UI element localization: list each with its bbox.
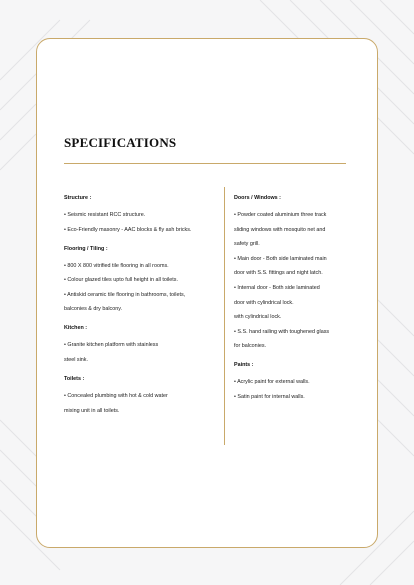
column-divider [224, 187, 225, 445]
spec-section [64, 325, 214, 364]
spec-line: • Internal door - Both side laminated [234, 284, 320, 291]
spec-line: steel sink. [64, 356, 88, 363]
spec-line: • 800 X 800 vitrified tile flooring in all rooms. [64, 262, 169, 269]
right-column [234, 195, 354, 413]
spec-line: • Granite kitchen platform with stainless [64, 342, 159, 349]
spec-line: • Colour glazed tiles upto full height in all toilets. [64, 277, 178, 284]
section-title: Kitchen : [64, 325, 88, 332]
spec-line: • Antiskid ceramic tile flooring in bathrooms, toilets, [64, 291, 186, 298]
spec-line: door with S.S. fittings and night latch. [234, 270, 323, 277]
spec-line: with cylindrical lock. [234, 314, 282, 321]
spec-line: balconies & dry balcony. [64, 306, 123, 313]
spec-line: mixing unit in all toilets. [64, 407, 120, 414]
spec-line: • Concealed plumbing with hot & cold water [64, 392, 168, 399]
section-title: Structure : [64, 195, 92, 201]
spec-line: safety grill. [234, 241, 260, 248]
spec-line: sliding windows with mosquito net and [234, 226, 326, 233]
section-title: Paints : [234, 362, 254, 369]
page-title: SPECIFICATIONS [64, 135, 177, 150]
spec-section [234, 362, 354, 401]
left-column [64, 195, 214, 427]
spec-line: door with cylindrical lock. [234, 299, 294, 306]
spec-section [64, 376, 214, 415]
specifications-card [36, 38, 378, 548]
spec-line: • Satin paint for internal walls. [234, 393, 305, 400]
spec-line: • Main door - Both side laminated main [234, 255, 327, 262]
spec-line: • Eco-Friendly masonry - AAC blocks & fly ash bricks. [64, 226, 192, 233]
spec-line: • S.S. hand railing with toughened glass [234, 328, 330, 335]
section-title: Flooring / Tiling : [64, 245, 108, 252]
spec-line: • Acrylic paint for external walls. [234, 379, 310, 386]
spec-line: • Powder coated aluminium three track [234, 212, 327, 218]
spec-section [234, 195, 354, 350]
section-title: Doors / Windows : [234, 195, 281, 201]
spec-section [64, 246, 214, 314]
spec-section [64, 195, 214, 234]
spec-line: • Seismic resistant RCC structure. [64, 212, 146, 218]
section-title: Toilets : [64, 375, 85, 382]
spec-line: for balconies. [234, 343, 267, 350]
title-divider [64, 163, 346, 164]
